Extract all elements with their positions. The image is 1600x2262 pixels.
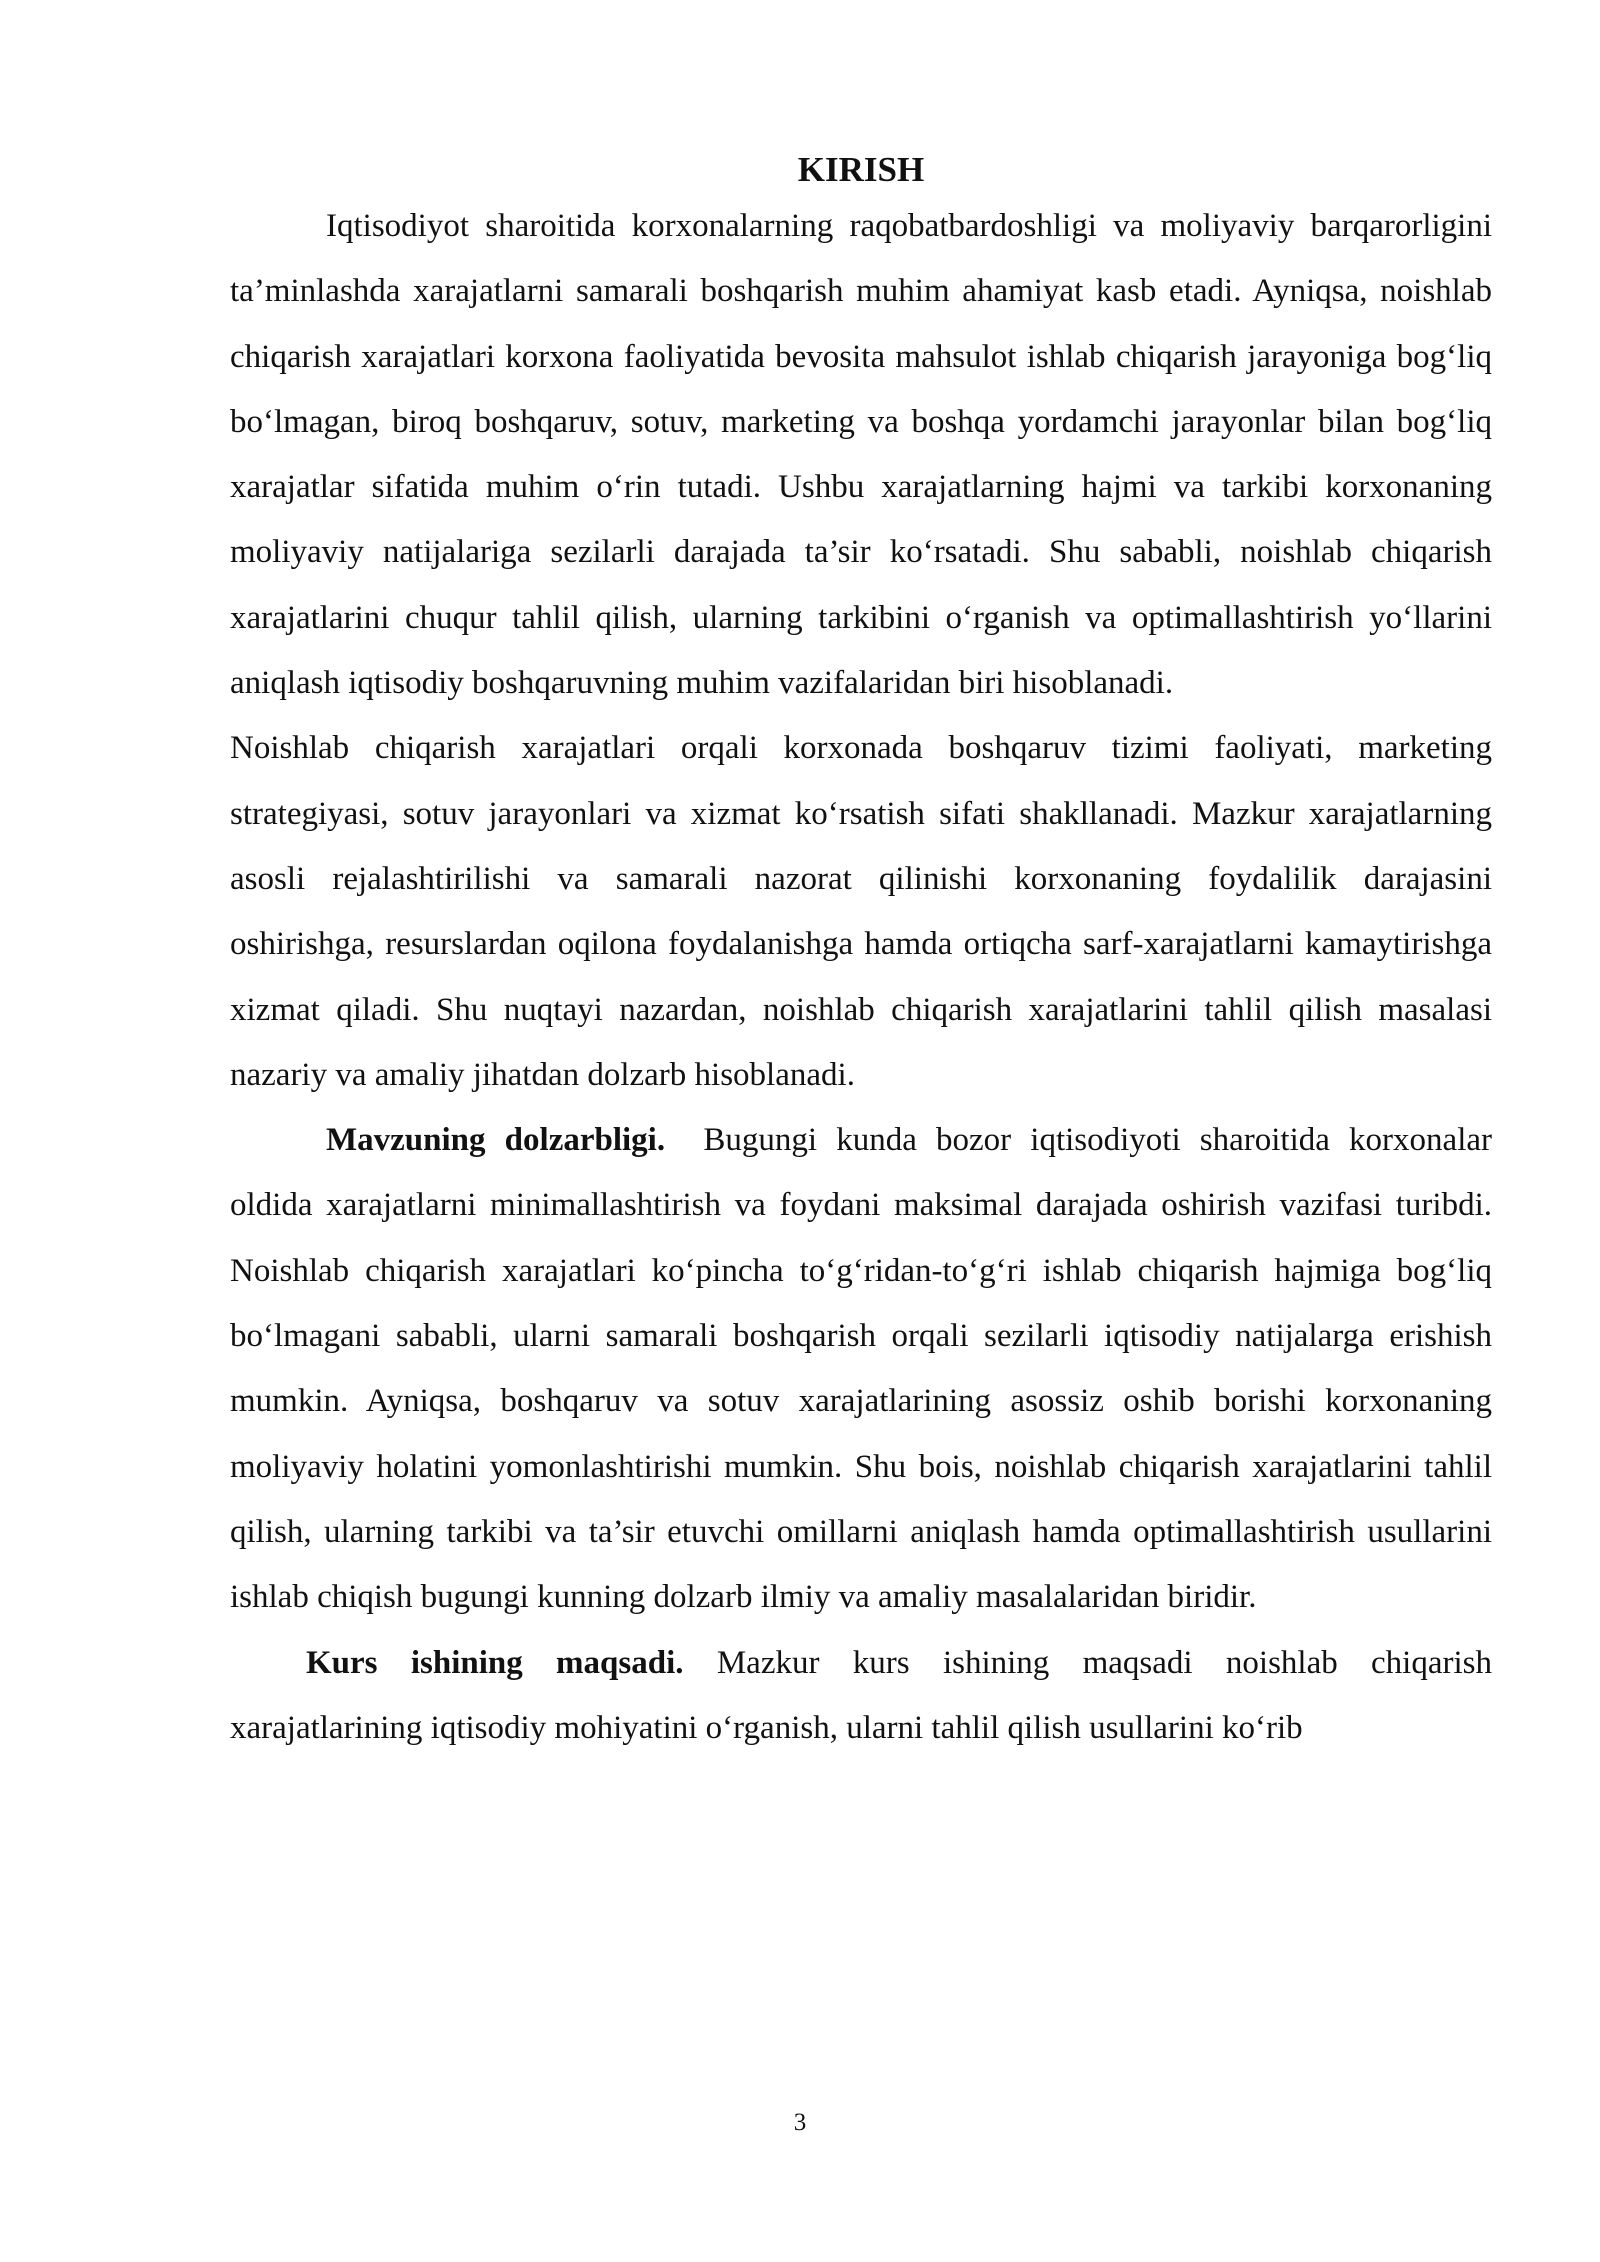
paragraph-text: Mazkur kurs ishining maqsadi noishlab chiqarish xarajatlarining iqtisodiy mohiyatini o‘rganish, ularni tahlil qilish usullarini ko‘rib: [230, 1644, 1493, 1746]
paragraph-relevance: [230, 1108, 1492, 1630]
paragraph-lead: Kurs ishining maqsadi.: [306, 1644, 684, 1681]
paragraph-text: Noishlab chiqarish xarajatlari orqali korxonada boshqaruv tizimi faoliyati, marketing strategiyasi, sotuv jarayonlari va xizmat ko‘rsatish sifati shakllanadi. Mazkur xarajatlarning asosli rejalashtirilishi va samarali nazorat qilinishi korxonaning foydalilik darajasini oshirishga, resurslardan oqilona foydalanishga hamda ortiqcha sarf-xarajatlarni kamaytirishga xizmat qiladi. Shu nuqtayi nazardan, noishlab chiqarish xarajatlarini tahlil qilish masalasi nazariy va amaliy jihatdan dolzarb hisoblanadi.: [230, 730, 1492, 1093]
paragraph-text: Bugungi kunda bozor iqtisodiyoti sharoitida korxonalar oldida xarajatlarni minimallashtirish va foydani maksimal darajada oshirish vazifasi turibdi. Noishlab chiqarish xarajatlari ko‘pincha to‘g‘ridan-to‘g‘ri ishlab chiqarish hajmiga bog‘liq bo‘lmagani sababli, ularni samarali boshqarish orqali sezilarli iqtisodiy natijalarga erishish mumkin. Ayniqsa, boshqaruv va sotuv xarajatlarining asossiz oshib borishi korxonaning moliyaviy holatini yomonlashtirishi mumkin. Shu bois, noishlab chiqarish xarajatlarini tahlil qilish, ularning tarkibi va ta’sir etuvchi omillarni aniqlash hamda optimallashtirish usullarini ishlab chiqish bugungi kunning dolzarb ilmiy va amaliy masalalaridan biridir.: [230, 1122, 1493, 1616]
paragraph-text: Iqtisodiyot sharoitida korxonalarning raqobatbardoshligi va moliyaviy barqarorligini ta’minlashda xarajatlarni samarali boshqarish muhim ahamiyat kasb etadi. Ayniqsa, noishlab chiqarish xarajatlari korxona faoliyatida bevosita mahsulot ishlab chiqarish jarayoniga bog‘liq bo‘lmagan, biroq boshqaruv, sotuv, marketing va boshqa yordamchi jarayonlar bilan bog‘liq xarajatlar sifatida muhim o‘rin tutadi. Ushbu xarajatlarning hajmi va tarkibi korxonaning moliyaviy natijalariga sezilarli darajada ta’sir ko‘rsatadi. Shu sababli, noishlab chiqarish xarajatlarini chuqur tahlil qilish, ularning tarkibini o‘rganish va optimallashtirish yo‘llarini aniqlash iqtisodiy boshqaruvning muhim vazifalaridan biri hisoblanadi.: [230, 208, 1492, 702]
paragraph-goal: [230, 1631, 1492, 1762]
page-number: 3: [793, 2109, 807, 2136]
section-heading: KIRISH: [797, 150, 925, 189]
paragraph-intro: [230, 194, 1492, 716]
paragraph-costs: [230, 716, 1492, 1108]
paragraph-lead: Mavzuning dolzarbligi.: [326, 1122, 666, 1159]
document-page: [230, 148, 1492, 1761]
